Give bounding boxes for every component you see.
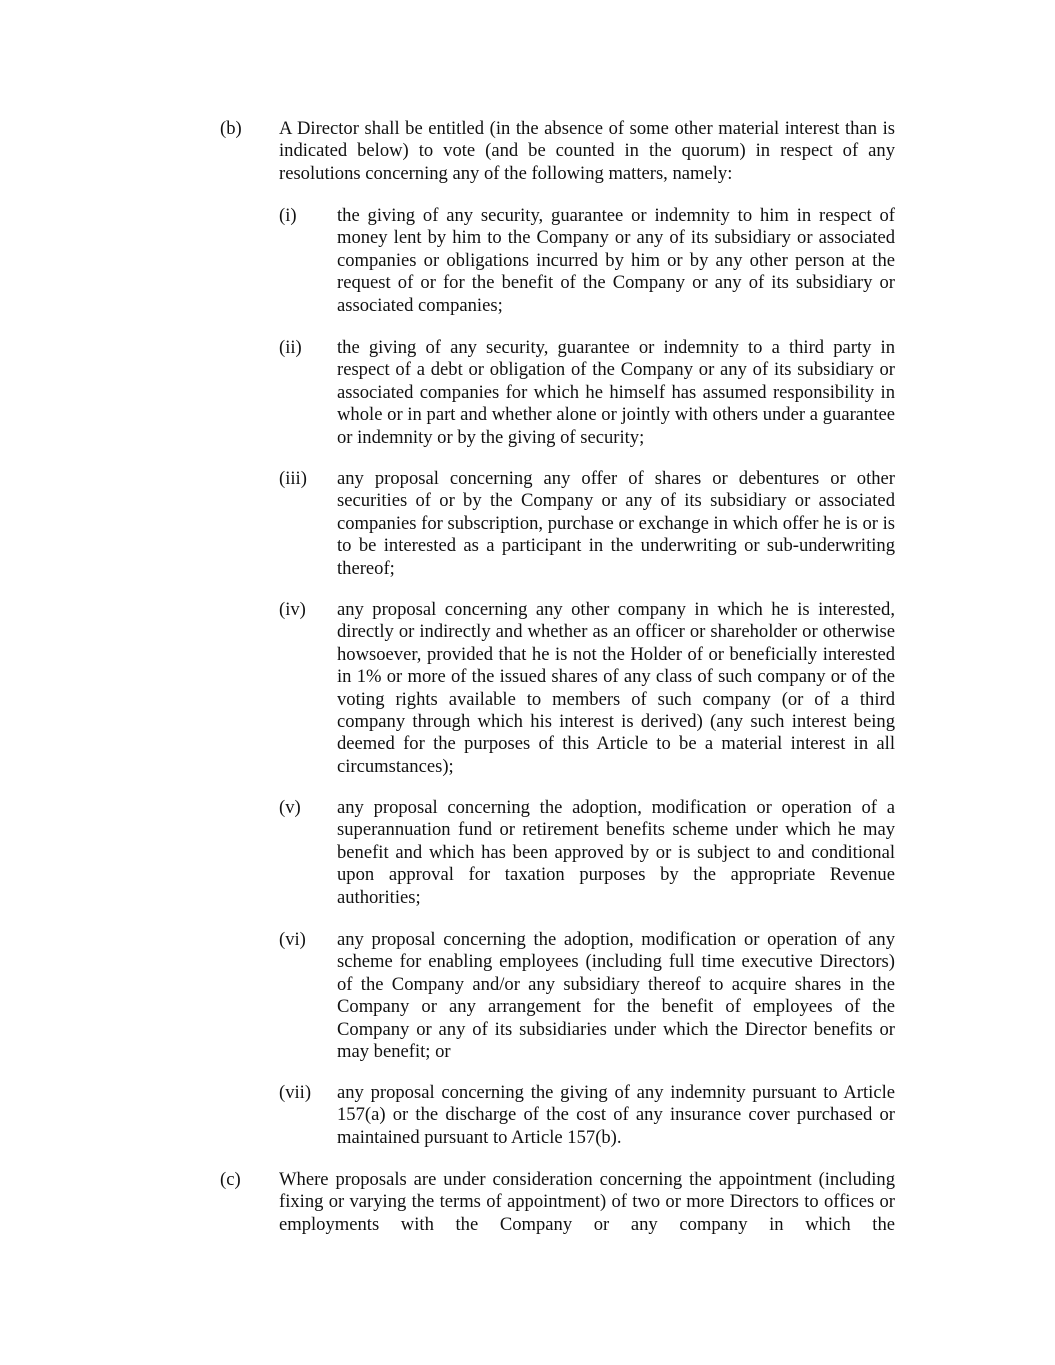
subclause-iv [279, 599, 895, 778]
clause-text: Where proposals are under consideration concerning the appointment (including fixing or varying the terms of appointment) of two or more Directors to offices or employments with the Company or any company in which the [279, 1169, 895, 1235]
subclause-text: any proposal concerning the adoption, modification or operation of any scheme for enabling employees (including full time executive Directors) of the Company and/or any subsidiary thereof to acquire shares in the Company or any arrangement for the benefit of employees of the Company or any of its subsidiaries under which the Director benefits or may benefit; or [337, 929, 895, 1063]
clause-label: (b) [220, 118, 242, 139]
subclause-vii [279, 1082, 895, 1149]
subclause-i [279, 205, 895, 317]
subclause-text: any proposal concerning the adoption, modification or operation of a superannuation fund or retirement benefits scheme under which he may benefit and which has been approved by or is subject to and conditional upon approval for taxation purposes by the appropriate Revenue authorities; [337, 797, 895, 908]
subclause-label: (i) [279, 205, 297, 226]
subclause-label: (ii) [279, 337, 302, 358]
subclause-label: (vi) [279, 929, 306, 950]
subclause-text: the giving of any security, guarantee or indemnity to a third party in respect of a debt or obligation of the Company or any of its subsidiary or associated companies for which he himself has assumed responsibility in whole or in part and whether alone or jointly with others under a guarantee or indemnity or by the giving of security; [337, 337, 895, 448]
clause-text: A Director shall be entitled (in the absence of some other material interest than is indicated below) to vote (and be counted in the quorum) in respect of any resolutions concerning any of the following matters, namely: [279, 118, 895, 184]
subclause-text: the giving of any security, guarantee or indemnity to him in respect of money lent by him to the Company or any of its subsidiary or associated companies or obligations incurred by him or by any other person at the request of or for the benefit of the Company or any of its subsidiary or associated companies; [337, 205, 895, 316]
subclause-label: (v) [279, 797, 301, 818]
clause-c [220, 1169, 895, 1236]
subclause-label: (vii) [279, 1082, 312, 1103]
subclause-vi [279, 929, 895, 1063]
subclause-v [279, 797, 895, 909]
subclause-ii [279, 337, 895, 449]
clause-b [220, 118, 895, 185]
subclause-text: any proposal concerning any offer of shares or debentures or other securities of or by the Company or any of its subsidiary or associated companies for subscription, purchase or exchange in which offer he is or is to be interested as a participant in the underwriting or sub-underwriting thereof; [337, 468, 895, 579]
subclause-text: any proposal concerning any other company in which he is interested, directly or indirectly and whether as an officer or shareholder or otherwise howsoever, provided that he is not the Holder of or beneficially interested in 1% or more of the issued shares of any class of such company or of the voting rights available to members of such company (or of a third company through which his interest is derived) (any such interest being deemed for the purposes of this Article to be a material interest in all circumstances); [337, 599, 895, 777]
subclause-text: any proposal concerning the giving of any indemnity pursuant to Article 157(a) or the discharge of the cost of any insurance cover purchased or maintained pursuant to Article 157(b). [337, 1082, 895, 1148]
subclause-label: (iii) [279, 468, 307, 489]
clause-label: (c) [220, 1169, 241, 1190]
subclause-iii [279, 468, 895, 580]
subclause-label: (iv) [279, 599, 306, 620]
